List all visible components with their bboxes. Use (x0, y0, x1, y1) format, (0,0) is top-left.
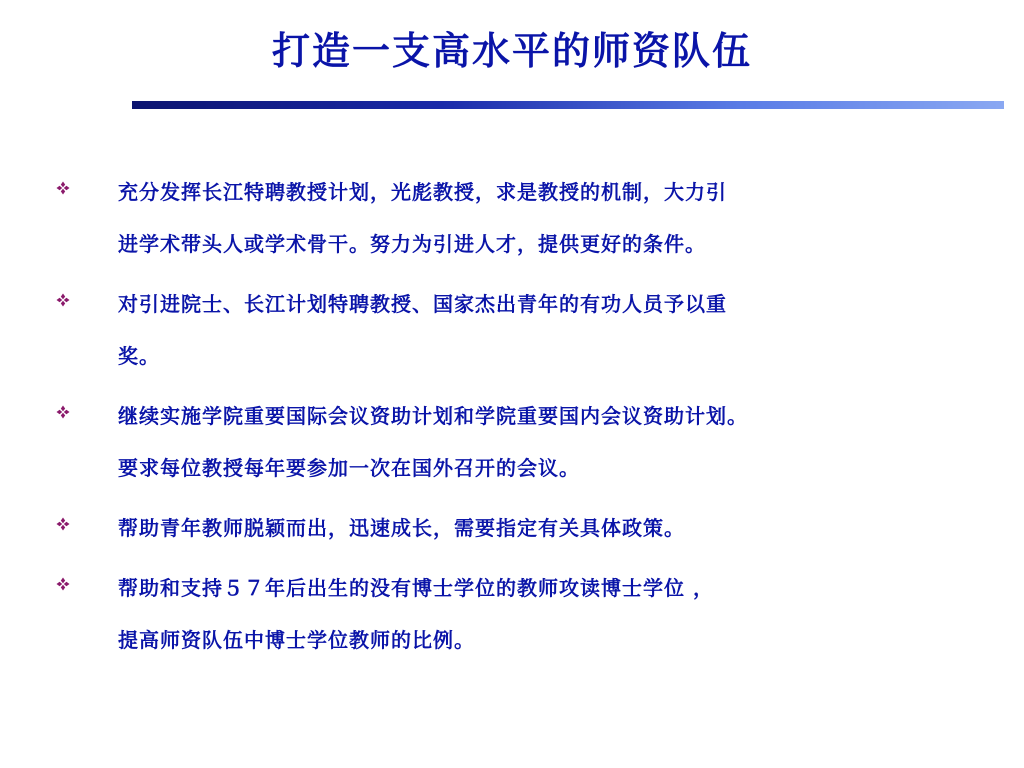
bullet-item (56, 390, 976, 494)
bullet-text (118, 562, 976, 666)
bullet-line: 进学术带头人或学术骨干。努力为引进人才，提供更好的条件。 (118, 232, 706, 256)
slide-title: 打造一支高水平的师资队伍 (271, 28, 752, 73)
bullet-line: 要求每位教授每年要参加一次在国外召开的会议。 (118, 456, 580, 480)
diamond-bullet-icon (56, 293, 70, 307)
bullet-list (56, 166, 976, 674)
diamond-bullet-icon (56, 181, 70, 195)
bullet-text (118, 390, 976, 494)
bullet-line: 提高师资队伍中博士学位教师的比例。 (118, 628, 475, 652)
bullet-line: 奖。 (118, 344, 160, 368)
bullet-item (56, 502, 976, 554)
diamond-bullet-icon (56, 405, 70, 419)
bullet-line: 对引进院士、长江计划特聘教授、国家杰出青年的有功人员予以重 (118, 292, 727, 316)
bullet-line: 充分发挥长江特聘教授计划，光彪教授，求是教授的机制，大力引 (118, 180, 727, 204)
bullet-item (56, 562, 976, 666)
bullet-item (56, 166, 976, 270)
bullet-text (118, 166, 976, 270)
bullet-text (118, 502, 976, 554)
diamond-bullet-icon (56, 577, 70, 591)
bullet-text (118, 278, 976, 382)
bullet-line: 帮助青年教师脱颖而出，迅速成长，需要指定有关具体政策。 (118, 516, 685, 540)
bullet-line: 继续实施学院重要国际会议资助计划和学院重要国内会议资助计划。 (118, 404, 748, 428)
bullet-item (56, 278, 976, 382)
bullet-line: 帮助和支持５７年后出生的没有博士学位的教师攻读博士学位 ， (118, 576, 714, 600)
diamond-bullet-icon (56, 517, 70, 531)
title-underline-bar (132, 101, 1004, 109)
